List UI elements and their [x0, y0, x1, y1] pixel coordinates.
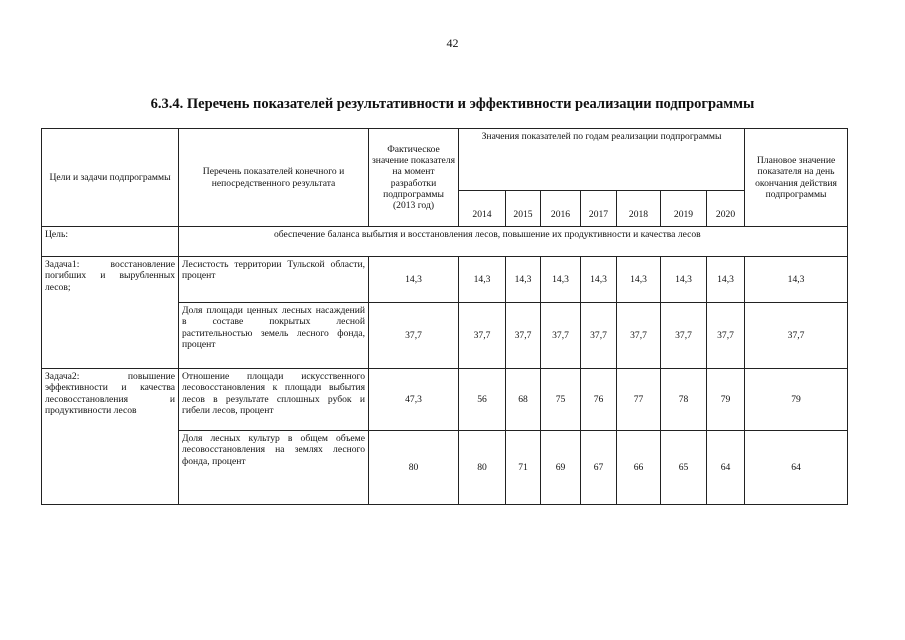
task-label: Задача1: восстановление погибших и вырубленных лесов;	[42, 257, 179, 369]
task-label: Задача2: повышение эффективности и качества лесовосстановления и продуктивности лесов	[42, 369, 179, 505]
indicator-year-value: 37,7	[707, 303, 745, 369]
table-row	[42, 369, 848, 431]
indicator-planned: 79	[745, 369, 848, 431]
indicator-year-value: 77	[617, 369, 661, 431]
page-number: 42	[446, 36, 459, 50]
indicator-planned: 37,7	[745, 303, 848, 369]
indicator-year-value: 69	[541, 431, 581, 505]
header-year: 2015	[506, 191, 541, 227]
indicator-planned: 14,3	[745, 257, 848, 303]
header-year: 2020	[707, 191, 745, 227]
indicator-year-value: 79	[707, 369, 745, 431]
indicator-year-value: 14,3	[581, 257, 617, 303]
table-row	[42, 257, 848, 303]
header-goals: Цели и задачи подпрограммы	[42, 129, 179, 227]
indicator-year-value: 14,3	[661, 257, 707, 303]
indicator-year-value: 68	[506, 369, 541, 431]
indicator-name: Отношение площади искусственного лесовосстановления к площади выбытия лесов в результате сплошных рубок и гибели лесов, процент	[179, 369, 369, 431]
indicator-year-value: 37,7	[541, 303, 581, 369]
header-planned: Плановое значение показателя на день окончания действия подпрограммы	[745, 129, 848, 227]
indicator-actual: 14,3	[369, 257, 459, 303]
header-actual: Фактическое значение показателя на момент разработки подпрограммы (2013 год)	[369, 129, 459, 227]
indicator-year-value: 56	[459, 369, 506, 431]
header-year: 2018	[617, 191, 661, 227]
indicator-year-value: 14,3	[707, 257, 745, 303]
header-year: 2017	[581, 191, 617, 227]
goal-row	[42, 227, 848, 257]
indicator-year-value: 80	[459, 431, 506, 505]
indicator-year-value: 75	[541, 369, 581, 431]
header-indicators: Перечень показателей конечного и непосредственного результата	[179, 129, 369, 227]
header-year: 2016	[541, 191, 581, 227]
header-years-group: Значения показателей по годам реализации подпрограммы	[459, 129, 745, 191]
goal-label: Цель:	[42, 227, 179, 257]
indicator-year-value: 66	[617, 431, 661, 505]
indicators-table	[41, 128, 848, 505]
indicator-planned: 64	[745, 431, 848, 505]
indicator-year-value: 37,7	[661, 303, 707, 369]
indicator-year-value: 14,3	[459, 257, 506, 303]
indicator-year-value: 71	[506, 431, 541, 505]
indicator-year-value: 14,3	[617, 257, 661, 303]
goal-text: обеспечение баланса выбытия и восстановления лесов, повышение их продуктивности и качества лесов	[179, 227, 848, 257]
indicator-year-value: 37,7	[617, 303, 661, 369]
indicator-name: Лесистость территории Тульской области, процент	[179, 257, 369, 303]
header-row-1	[42, 129, 848, 191]
indicator-year-value: 14,3	[506, 257, 541, 303]
indicator-name: Доля площади ценных лесных насаждений в составе покрытых лесной растительностью земель лесного фонда, процент	[179, 303, 369, 369]
indicator-actual: 80	[369, 431, 459, 505]
indicator-year-value: 37,7	[581, 303, 617, 369]
indicator-year-value: 37,7	[459, 303, 506, 369]
header-year: 2019	[661, 191, 707, 227]
indicator-year-value: 76	[581, 369, 617, 431]
indicator-year-value: 78	[661, 369, 707, 431]
section-title: 6.3.4. Перечень показателей результативности и эффективности реализации подпрограммы	[150, 96, 755, 112]
indicator-name: Доля лесных культур в общем объеме лесовосстановления на землях лесного фонда, процент	[179, 431, 369, 505]
indicator-actual: 37,7	[369, 303, 459, 369]
indicator-year-value: 14,3	[541, 257, 581, 303]
indicator-year-value: 37,7	[506, 303, 541, 369]
indicator-year-value: 65	[661, 431, 707, 505]
header-year: 2014	[459, 191, 506, 227]
indicator-actual: 47,3	[369, 369, 459, 431]
indicator-year-value: 67	[581, 431, 617, 505]
indicator-year-value: 64	[707, 431, 745, 505]
